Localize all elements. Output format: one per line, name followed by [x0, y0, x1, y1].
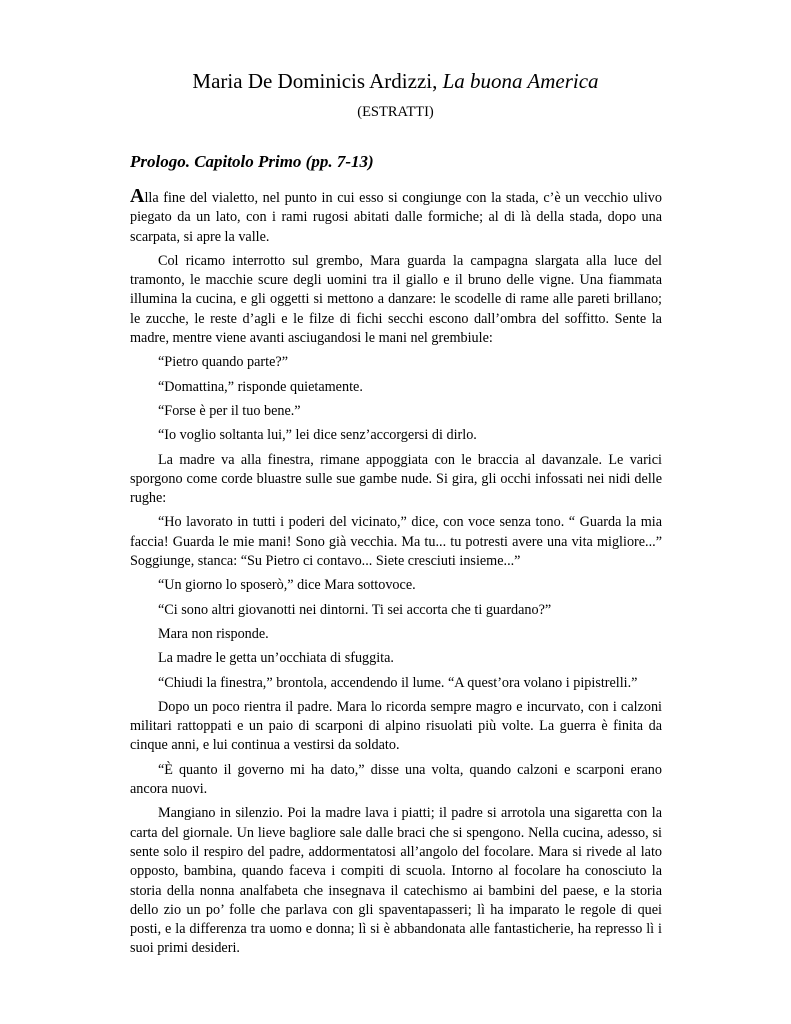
paragraph: La madre le getta un’occhiata di sfuggita. [158, 650, 394, 667]
page-subtitle: (ESTRATTI) [357, 104, 434, 120]
body-text [130, 185, 662, 964]
paragraph: “È quanto il governo mi ha dato,” disse una volta, quando calzoni e scarponi erano ancora nuovi. [130, 761, 662, 798]
paragraph: Mangiano in silenzio. Poi la madre lava i piatti; il padre si arrotola una sigaretta con la carta del giornale. Un lieve bagliore sale dalle braci che si spengono. Nella cucina, adesso, si sente solo il respiro del padre, addormentatosi all’angolo del focolare. Mara si rivede al lato opposto, bambina, quando faceva i compiti di scuola. Intorno al focolare ha conosciuto la storia della nonna analfabeta che insegnava il catechismo ai bambini del paese, e la storia dello zio un po’ folle che parlava con gli spaventapasseri; lì ha imparato le regole di quei posti, e la differenza tra uomo e donna; lì si è abbandonata alle fantasticherie, ha represso lì i suoi primi desideri. [130, 805, 662, 957]
paragraph: “Ho lavorato in tutti i poderi del vicinato,” dice, con voce senza tono. “ Guarda la mia faccia! Guarda le mie mani! Sono già vecchia. Ma tu... tu potresti avere una vita migliore...” Soggiunge, stanca: “Su Pietro ci contavo... Siete cresciuti insieme...” [130, 514, 662, 570]
paragraph: “Chiudi la finestra,” brontola, accendendo il lume. “A quest’ora volano i pipistrelli.” [158, 674, 638, 691]
paragraph: “Forse è per il tuo bene.” [158, 402, 301, 419]
paragraph: Dopo un poco rientra il padre. Mara lo ricorda sempre magro e incurvato, con i calzoni militari rattoppati e un paio di scarponi di alpino risuolati più volte. La guerra è finita da cinque anni, e lui continua a vestirsi da soldato. [130, 698, 662, 754]
paragraph: La madre va alla finestra, rimane appoggiata con le braccia al davanzale. Le varici sporgono come corde bluastre sulle sue gambe nude. Si gira, gli occhi infossati nei nidi delle rughe: [130, 451, 662, 507]
paragraph: Col ricamo interrotto sul grembo, Mara guarda la campagna slargata alla luce del tramonto, le macchie scure degli uomini tra il giallo e il bruno delle vigne. Una fiammata illumina la cucina, e gli oggetti si mettono a danzare: le scodelle di rame alle pareti brillano; le zucche, le reste d’agli e le filze di fichi secchi escono dall’ombra del soffitto. Sente la madre, mentre viene avanti asciugandosi le mani nel grembiule: [130, 252, 662, 347]
title-author: Maria De Dominicis Ardizzi, [192, 69, 443, 93]
paragraph: “Ci sono altri giovanotti nei dintorni. Ti sei accorta che ti guardano?” [158, 601, 552, 618]
paragraph: “Domattina,” risponde quietamente. [158, 378, 363, 395]
paragraph: Mara non risponde. [158, 625, 269, 642]
title-work: La buona America [442, 69, 599, 93]
page-title [0, 66, 791, 96]
paragraph: “Io voglio soltanta lui,” lei dice senz’accorgersi di dirlo. [158, 427, 477, 444]
paragraph-text: lla fine del vialetto, nel punto in cui esso si congiunge con la stada, c’è un vecchio ulivo piegato da un lato, con i rami rugosi abitati dalle formiche; al di là della stada, dopo una scarpata, si apre la valle. [130, 190, 662, 245]
paragraph [130, 185, 662, 247]
paragraph: “Un giorno lo sposerò,” dice Mara sottovoce. [158, 577, 416, 594]
section-heading: Prologo. Capitolo Primo (pp. 7-13) [130, 152, 374, 171]
drop-cap: A [130, 185, 145, 207]
paragraph: “Pietro quando parte?” [158, 354, 288, 371]
